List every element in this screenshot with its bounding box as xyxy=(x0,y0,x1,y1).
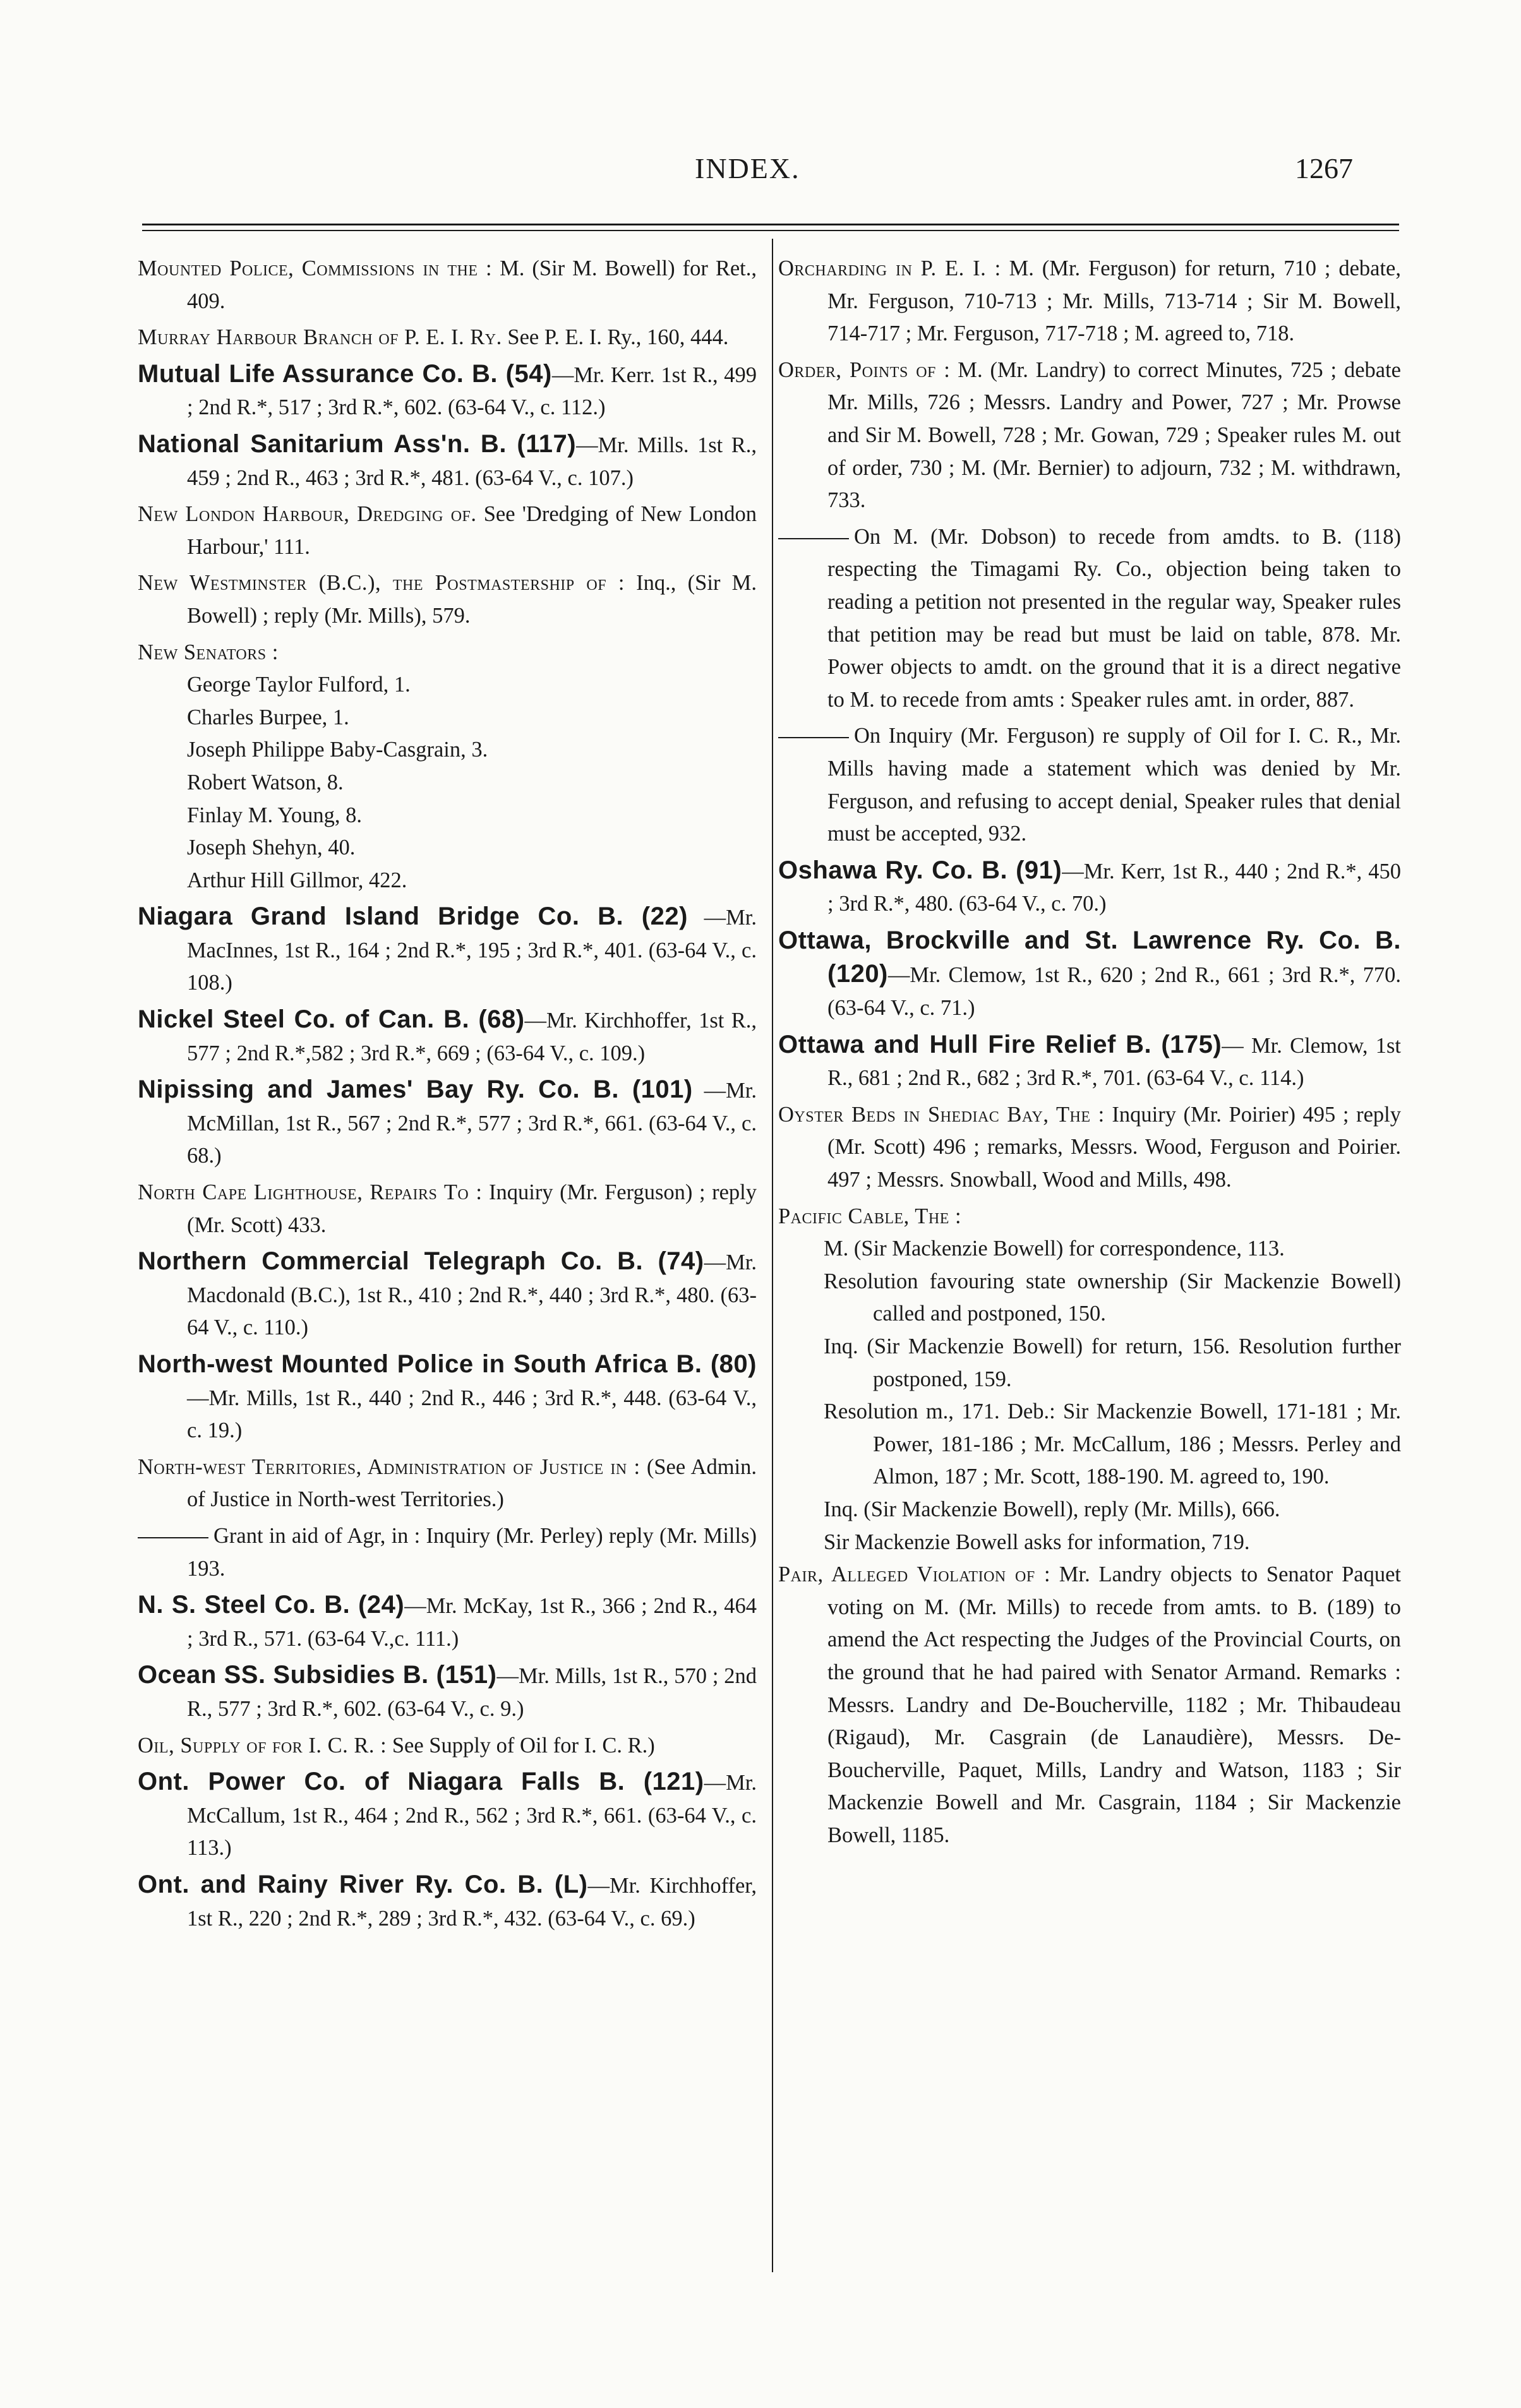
index-entry xyxy=(138,253,757,318)
entry-heading: N. S. Steel Co. B. (24) xyxy=(138,1591,405,1619)
entry-heading: Order, Points of : xyxy=(778,357,951,382)
entry-heading: Niagara Grand Island Bridge Co. B. (22) xyxy=(138,902,688,931)
entry-text: On M. (Mr. Dobson) to recede from amdts. to B. (118) respecting the Timagami Ry. Co., objection being taken to reading a petition not presented in the regular way, Speaker rules that petition may be read but must be laid on table, 878. Mr. Power objects to amdt. on the ground that it is a direct negative to M. to recede from amts : Speaker rules amt. in order, 887. xyxy=(827,524,1401,712)
index-entry xyxy=(138,1730,757,1763)
list-item: Arthur Hill Gillmor, 422. xyxy=(187,868,407,892)
list-item: George Taylor Fulford, 1. xyxy=(187,673,411,697)
index-entry xyxy=(138,637,757,669)
index-subentry xyxy=(138,1520,757,1585)
index-entry xyxy=(138,1003,757,1070)
dash-rule xyxy=(778,737,849,738)
index-subentry xyxy=(778,521,1401,717)
index-entry xyxy=(138,1659,757,1725)
entry-heading: North Cape Lighthouse, Repairs To : xyxy=(138,1180,483,1205)
entry-heading: Oil, Supply of for I. C. R. : xyxy=(138,1733,387,1758)
list-item: Charles Burpee, 1. xyxy=(187,705,349,729)
entry-text: —Mr. Mills, 1st R., 440 ; 2nd R., 446 ; 3rd R.*, 448. (63-64 V., c. 19.) xyxy=(187,1386,757,1443)
index-entry xyxy=(778,354,1401,517)
entry-heading: Murray Harbour Branch of P. E. I. Ry. xyxy=(138,325,502,350)
index-entry xyxy=(778,1099,1401,1197)
entry-text: Mr. Landry objects to Senator Paquet voting on M. (Mr. Mills) to recede from amts. to B. (189) to amend the Act respecting the Judges of the Provincial Courts, on the ground that he had paired with Senator Armand. Remarks : Messrs. Landry and De-Boucherville, 1182 ; Mr. Thibaudeau (Rigaud), Mr. Casgrain (de Lanaudière), Messrs. De-Boucherville, Paquet, Mills, Landry and Watson, 1183 ; Sir Mackenzie Bowell and Mr. Casgrain, 1184 ; Sir Mackenzie Bowell, 1185. xyxy=(827,1562,1401,1847)
page-title: INDEX. xyxy=(695,152,800,184)
index-entry xyxy=(138,1869,757,1935)
index-entry xyxy=(138,1451,757,1516)
index-entry xyxy=(138,567,757,632)
list-item: M. (Sir Mackenzie Bowell) for correspondence, 113. xyxy=(824,1237,1285,1261)
entry-text: See P. E. I. Ry., 160, 444. xyxy=(502,325,729,350)
index-entry xyxy=(138,321,757,354)
entry-heading: New Senators : xyxy=(138,640,279,664)
entry-text: —Mr. Mills. 1st R., 459 ; 2nd R., 463 ; 3rd R.*, 481. (63-64 V., c. 107.) xyxy=(187,433,757,490)
header-rule-thin xyxy=(142,230,1399,231)
index-entry xyxy=(778,1201,1401,1233)
index-entry xyxy=(138,498,757,563)
list-item: Finlay M. Young, 8. xyxy=(187,803,363,827)
list-item: Resolution m., 171. Deb.: Sir Mackenzie Bowell, 171-181 ; Mr. Power, 181-186 ; Mr. McCallum, 186 ; Messrs. Perley and Almon, 187 ; Mr. Scott, 188-190. M. agreed to, 190. xyxy=(824,1399,1401,1489)
entry-heading: Pair, Alleged Violation of : xyxy=(778,1562,1051,1587)
index-entry xyxy=(138,1245,757,1345)
entry-text: —Mr. Kerr, 1st R., 440 ; 2nd R.*, 450 ; 3rd R.*, 480. (63-64 V., c. 70.) xyxy=(827,859,1401,916)
entry-text: —Mr. Mills, 1st R., 570 ; 2nd R., 577 ; 3rd R.*, 602. (63-64 V., c. 9.) xyxy=(187,1664,757,1721)
index-entry xyxy=(778,925,1401,1025)
header-rule xyxy=(142,224,1399,225)
list-item: Inq. (Sir Mackenzie Bowell), reply (Mr. Mills), 666. xyxy=(824,1497,1280,1521)
entry-text: Grant in aid of Agr, in : Inquiry (Mr. Perley) reply (Mr. Mills) 193. xyxy=(187,1523,757,1581)
entry-heading: Ont. Power Co. of Niagara Falls B. (121) xyxy=(138,1768,704,1796)
entry-heading: Ocean SS. Subsidies B. (151) xyxy=(138,1661,497,1689)
list-item: Resolution favouring state ownership (Sir Mackenzie Bowell) called and postponed, 150. xyxy=(824,1269,1401,1326)
index-entry xyxy=(138,1766,757,1865)
index-entry xyxy=(778,1559,1401,1852)
entry-text: —Mr. Kirchhoffer, 1st R., 577 ; 2nd R.*,582 ; 3rd R.*, 669 ; (63-64 V., c. 109.) xyxy=(187,1009,757,1065)
entry-text: On Inquiry (Mr. Ferguson) re supply of Oil for I. C. R., Mr. Mills having made a statement which was denied by Mr. Ferguson, and refusing to accept denial, Speaker rules that denial must be accepted, 932. xyxy=(827,724,1401,846)
entry-heading: Orcharding in P. E. I. : xyxy=(778,256,1001,280)
index-subentry xyxy=(778,720,1401,850)
entry-heading: Pacific Cable, The : xyxy=(778,1204,962,1228)
entry-text: —Mr. MacInnes, 1st R., 164 ; 2nd R.*, 195 ; 3rd R.*, 401. (63-64 V., c. 108.) xyxy=(187,906,757,995)
entry-text: M. (Mr. Ferguson) for return, 710 ; debate, Mr. Ferguson, 710-713 ; Mr. Mills, 713-714 ; Sir M. Bowell, 714-717 ; Mr. Ferguson, 717-718 ; M. agreed to, 718. xyxy=(827,256,1401,346)
entry-text: Inquiry (Mr. Poirier) 495 ; reply (Mr. Scott) 496 ; remarks, Messrs. Wood, Ferguson and Poirier. 497 ; Messrs. Snowball, Wood and Mills, 498. xyxy=(827,1102,1401,1192)
entry-text: See Supply of Oil for I. C. R.) xyxy=(387,1733,655,1758)
entry-heading: Ottawa, Brockville and St. Lawrence Ry. Co. B. (120) xyxy=(778,926,1401,988)
entry-text: —Mr. McKay, 1st R., 366 ; 2nd R., 464 ; 3rd R., 571. (63-64 V.,c. 111.) xyxy=(187,1594,757,1651)
entry-heading: Oyster Beds in Shediac Bay, The : xyxy=(778,1102,1105,1127)
entry-text: M. (Sir M. Bowell) for Ret., 409. xyxy=(187,256,757,313)
entry-heading: Ont. and Rainy River Ry. Co. B. (L) xyxy=(138,1870,588,1898)
list-item: Inq. (Sir Mackenzie Bowell) for return, 156. Resolution further postponed, 159. xyxy=(824,1334,1401,1391)
entry-heading: Ottawa and Hull Fire Relief B. (175) xyxy=(778,1030,1222,1058)
index-entry xyxy=(778,253,1401,350)
index-entry xyxy=(138,1177,757,1242)
entry-heading: Nipissing and James' Bay Ry. Co. B. (101) xyxy=(138,1075,693,1104)
entry-heading: Oshawa Ry. Co. B. (91) xyxy=(778,856,1062,884)
entry-heading: North-west Mounted Police in South Africa B. (80) xyxy=(138,1350,757,1378)
dash-rule xyxy=(778,538,849,539)
senators-list xyxy=(138,669,757,897)
list-item: Robert Watson, 8. xyxy=(187,770,344,794)
page-number: 1267 xyxy=(1295,152,1353,184)
entry-heading: New Westminster (B.C.), the Postmastership of : xyxy=(138,571,625,596)
index-entry xyxy=(778,1029,1401,1095)
column-divider xyxy=(772,239,773,2272)
left-column xyxy=(138,253,757,1939)
index-entry xyxy=(138,428,757,494)
entry-heading: New London Harbour, Dredging of. xyxy=(138,502,477,527)
right-column xyxy=(778,253,1401,1856)
entry-heading: Mounted Police, Commissions in the : xyxy=(138,256,493,280)
index-entry xyxy=(138,1348,757,1447)
entry-text: —Mr. Kirchhoffer, 1st R., 220 ; 2nd R.*, 289 ; 3rd R.*, 432. (63-64 V., c. 69.) xyxy=(187,1873,757,1931)
list-item: Joseph Shehyn, 40. xyxy=(187,836,356,860)
entry-heading: National Sanitarium Ass'n. B. (117) xyxy=(138,429,577,458)
index-entry xyxy=(138,358,757,424)
page-header xyxy=(0,152,1521,202)
entry-heading: Mutual Life Assurance Co. B. (54) xyxy=(138,359,552,388)
entry-text: —Mr. Kerr. 1st R., 499 ; 2nd R.*, 517 ; 3rd R.*, 602. (63-64 V., c. 112.) xyxy=(187,362,757,420)
entry-heading: Northern Commercial Telegraph Co. B. (74) xyxy=(138,1247,704,1276)
index-entry xyxy=(138,1589,757,1655)
entry-text: M. (Mr. Landry) to correct Minutes, 725 ; debate Mr. Mills, 726 ; Messrs. Landry and Power, 727 ; Mr. Prowse and Sir M. Bowell, 728 ; Mr. Gowan, 729 ; Speaker rules M. out of order, 730 ; M. (Mr. Bernier) to adjourn, 732 ; M. withdrawn, 733. xyxy=(827,357,1401,513)
entry-heading: Nickel Steel Co. of Can. B. (68) xyxy=(138,1005,525,1034)
entry-text: —Mr. Macdonald (B.C.), 1st R., 410 ; 2nd R.*, 440 ; 3rd R.*, 480. (63-64 V., c. 110.) xyxy=(187,1250,757,1340)
entry-text: —Mr. McCallum, 1st R., 464 ; 2nd R., 562 ; 3rd R.*, 661. (63-64 V., c. 113.) xyxy=(187,1771,757,1860)
list-item: Sir Mackenzie Bowell asks for information, 719. xyxy=(824,1530,1250,1554)
entry-text: (See Admin. of Justice in North-west Territories.) xyxy=(187,1454,757,1512)
entry-text: Inq., (Sir M. Bowell) ; reply (Mr. Mills), 579. xyxy=(187,571,757,628)
index-entry xyxy=(778,854,1401,921)
entry-text: — Mr. Clemow, 1st R., 681 ; 2nd R., 682 ; 3rd R.*, 701. (63-64 V., c. 114.) xyxy=(827,1033,1401,1091)
entry-text: —Mr. McMillan, 1st R., 567 ; 2nd R.*, 577 ; 3rd R.*, 661. (63-64 V., c. 68.) xyxy=(187,1079,757,1168)
entry-text: See 'Dredging of New London Harbour,' 111. xyxy=(187,502,757,559)
entry-text: Inquiry (Mr. Ferguson) ; reply (Mr. Scott) 433. xyxy=(187,1180,757,1237)
entry-text: —Mr. Clemow, 1st R., 620 ; 2nd R., 661 ; 3rd R.*, 770. (63-64 V., c. 71.) xyxy=(827,963,1401,1021)
index-entry xyxy=(138,901,757,1000)
dash-rule xyxy=(138,1537,208,1538)
list-item: Joseph Philippe Baby-Casgrain, 3. xyxy=(187,738,488,762)
index-entry xyxy=(138,1074,757,1173)
entry-heading: North-west Territories, Administration of Justice in : xyxy=(138,1454,640,1479)
